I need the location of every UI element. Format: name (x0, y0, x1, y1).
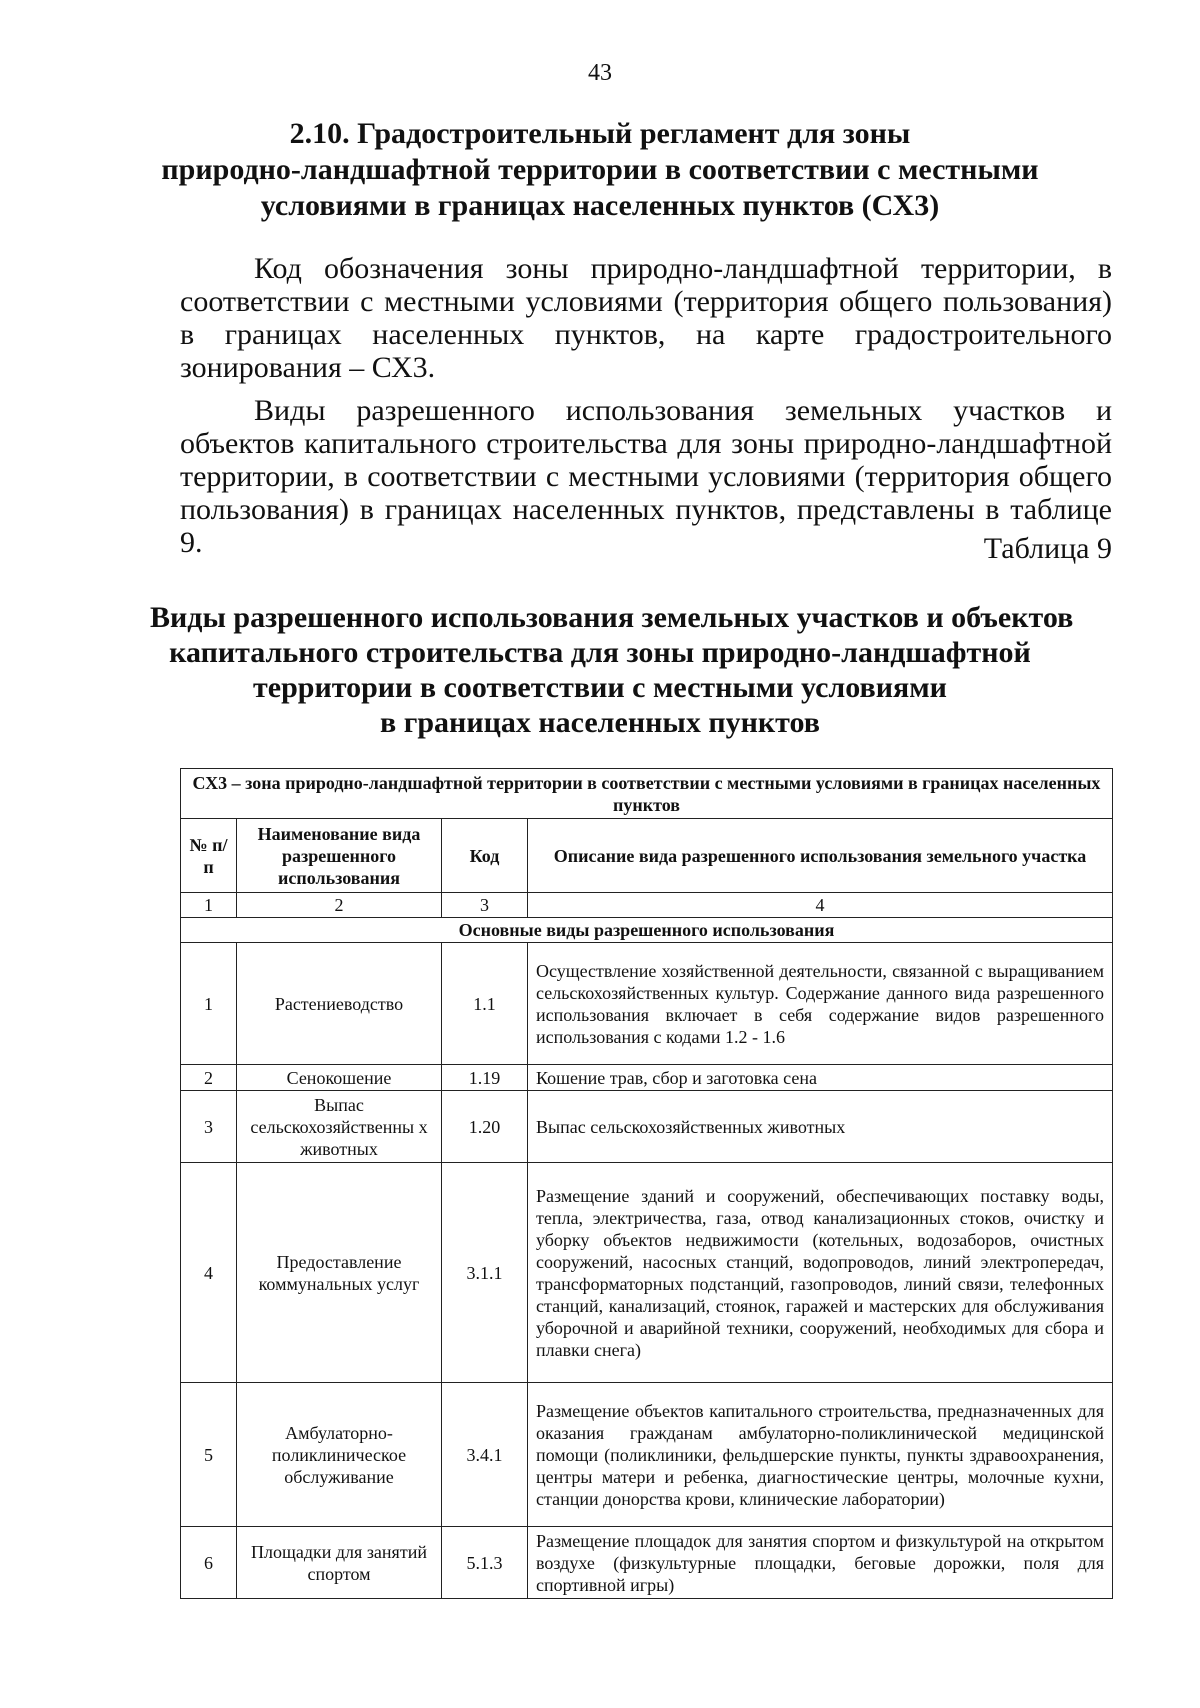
row-code: 3.4.1 (442, 1383, 528, 1527)
column-number: 4 (528, 893, 1113, 918)
column-header-name: Наименование вида разрешенного использования (237, 819, 442, 893)
row-description: Размещение площадок для занятия спортом и физкультурой на открытом воздухе (физкультурные площадки, беговые дорожки, поля для спортивной игры) (528, 1527, 1113, 1599)
table-row (181, 1091, 1113, 1163)
column-header-row (181, 819, 1113, 893)
row-number: 1 (181, 943, 237, 1065)
column-number-row (181, 893, 1113, 918)
section-row (181, 918, 1113, 943)
row-name: Выпас сельскохозяйственны х животных (237, 1091, 442, 1163)
table-row (181, 1527, 1113, 1599)
column-header-code: Код (442, 819, 528, 893)
row-name: Сенокошение (237, 1065, 442, 1091)
table-title-line: капитального строительства для зоны природно-ландшафтной (169, 636, 1031, 669)
column-number: 2 (237, 893, 442, 918)
table-label: Таблица 9 (983, 532, 1112, 565)
row-number: 3 (181, 1091, 237, 1163)
table-title-line: в границах населенных пунктов (380, 706, 820, 739)
column-header-num: № п/п (181, 819, 237, 893)
row-description: Осуществление хозяйственной деятельности, связанной с выращиванием сельскохозяйственных культур. Содержание данного вида разрешенного использования включает в себя содержание видов разрешенного использования с кодами 1.2 - 1.6 (528, 943, 1113, 1065)
table-row (181, 1065, 1113, 1091)
row-name: Площадки для занятий спортом (237, 1527, 442, 1599)
table-row (181, 943, 1113, 1065)
row-number: 6 (181, 1527, 237, 1599)
row-description: Размещение объектов капитального строительства, предназначенных для оказания гражданам амбулаторно-поликлинической медицинской помощи (поликлиники, фельдшерские пункты, пункты здравоохранения, центры матери и ребенка, диагностические центры, молочные кухни, станции донорства крови, клинические лаборатории) (528, 1383, 1113, 1527)
column-number: 1 (181, 893, 237, 918)
section-title-line: 2.10. Градостроительный регламент для зоны (289, 117, 911, 150)
row-number: 4 (181, 1163, 237, 1383)
row-description: Размещение зданий и сооружений, обеспечивающих поставку воды, тепла, электричества, газа, отвод канализационных стоков, очистку и уборку объектов недвижимости (котельных, водозаборов, очистных сооружений, насосных станций, водопроводов, линий электропередач, трансформаторных подстанций, газопроводов, линий связи, телефонных станций, канализаций, стоянок, гаражей и мастерских для обслуживания уборочной и аварийной техники, сооружений, необходимых для сбора и плавки снега) (528, 1163, 1113, 1383)
paragraph-usage-types: Виды разрешенного использования земельных участков и объектов капитального строительства для зоны природно-ландшафтной территории, в соответствии с местными условиями (территория общего пользования) в границах населенных пунктов, представлены в таблице 9. (180, 394, 1112, 559)
row-code: 1.19 (442, 1065, 528, 1091)
row-number: 2 (181, 1065, 237, 1091)
section-title (150, 116, 1050, 224)
row-name: Предоставление коммунальных услуг (237, 1163, 442, 1383)
zone-header: СХ3 – зона природно-ландшафтной территории в соответствии с местными условиями в границах населенных пунктов (181, 769, 1113, 819)
column-header-description: Описание вида разрешенного использования земельного участка (528, 819, 1113, 893)
table-title-line: территории в соответствии с местными условиями (253, 671, 947, 704)
table-row (181, 1163, 1113, 1383)
row-code: 1.20 (442, 1091, 528, 1163)
table-title (150, 600, 1074, 740)
section-title-line: условиями в границах населенных пунктов (СХ3) (260, 189, 940, 222)
zone-header-row (181, 769, 1113, 819)
row-description: Кошение трав, сбор и заготовка сена (528, 1065, 1113, 1091)
row-number: 5 (181, 1383, 237, 1527)
section-label: Основные виды разрешенного использования (181, 918, 1113, 943)
page-number: 43 (588, 60, 612, 86)
table-row (181, 1383, 1113, 1527)
table-title-line: Виды разрешенного использования земельных участков и объектов (150, 601, 1074, 634)
row-name: Растениеводство (237, 943, 442, 1065)
row-description: Выпас сельскохозяйственных животных (528, 1091, 1113, 1163)
row-name: Амбулаторно-поликлиническое обслуживание (237, 1383, 442, 1527)
row-code: 5.1.3 (442, 1527, 528, 1599)
usage-types-table (180, 768, 1113, 1599)
row-code: 1.1 (442, 943, 528, 1065)
row-code: 3.1.1 (442, 1163, 528, 1383)
paragraph-zone-code: Код обозначения зоны природно-ландшафтной территории, в соответствии с местными условиями (территория общего пользования) в границах населенных пунктов, на карте градостроительного зонирования – СХ3. (180, 252, 1112, 384)
section-title-line: природно-ландшафтной территории в соответствии с местными (161, 153, 1039, 186)
column-number: 3 (442, 893, 528, 918)
